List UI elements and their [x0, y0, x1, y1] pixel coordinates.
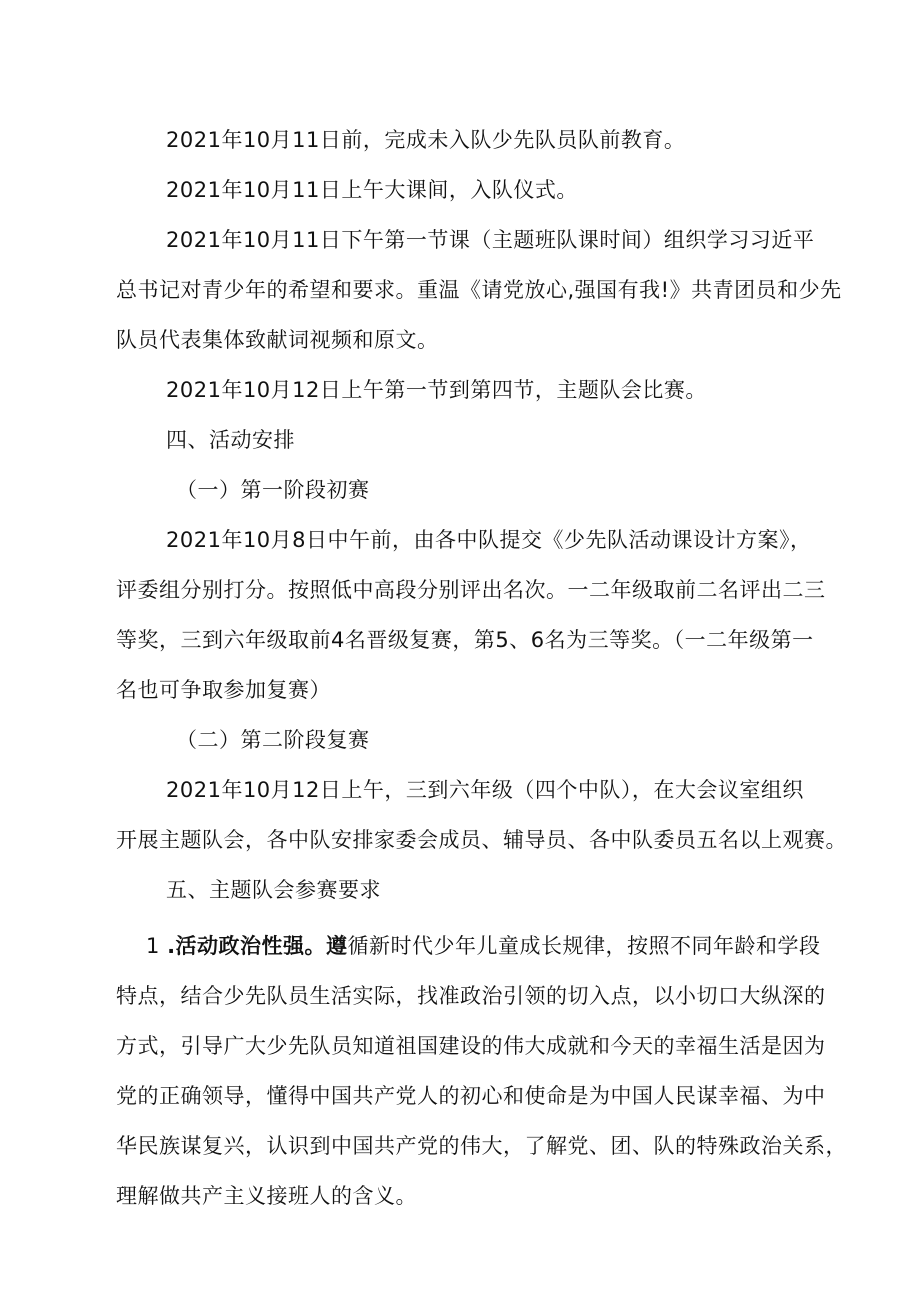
paragraph-induction-ceremony: 2021年10月11日上午大课间，入队仪式。 — [166, 178, 578, 202]
paragraph-political-line-4: 党的正确领导，懂得中国共产党人的初心和使命是为中国人民谋幸福、为中 — [116, 1084, 826, 1108]
heading-activity-arrangement: 四、活动安排 — [166, 428, 295, 452]
paragraph-political-line-1 — [146, 932, 821, 960]
paragraph-pre-induction-education: 2021年10月11日前，完成未入队少先队员队前教育。 — [166, 128, 686, 152]
paragraph-second-stage-line-1: 2021年10月12日上午，三到六年级（四个中队），在大会议室组织 — [166, 778, 804, 802]
list-number: 1 — [146, 934, 160, 958]
paragraph-study-session-line-2: 总书记对青少年的希望和要求。重温《请党放心,强国有我!》共青团员和少先 — [116, 278, 842, 302]
bold-lead-phrase: .活动政治性强。遵 — [167, 934, 348, 958]
paragraph-first-stage-line-3: 等奖，三到六年级取前4名晋级复赛，第5、6名为三等奖。（一二年级第一 — [116, 628, 814, 652]
paragraph-first-stage-line-1: 2021年10月8日中午前，由各中队提交《少先队活动课设计方案》， — [166, 528, 812, 552]
heading-contest-requirements: 五、主题队会参赛要求 — [166, 878, 381, 902]
paragraph-political-line-2: 特点，结合少先队员生活实际，找准政治引领的切入点，以小切口大纵深的 — [116, 984, 826, 1008]
paragraph-first-stage-line-4: 名也可争取参加复赛） — [116, 678, 331, 702]
paragraph-second-stage-line-2: 开展主题队会，各中队安排家委会成员、辅导员、各中队委员五名以上观赛。 — [116, 828, 847, 852]
subheading-first-stage: （一）第一阶段初赛 — [176, 478, 370, 502]
paragraph-first-stage-line-2: 评委组分别打分。按照低中高段分别评出名次。一二年级取前二名评出二三 — [116, 578, 826, 602]
paragraph-political-line-3: 方式，引导广大少先队员知道祖国建设的伟大成就和今天的幸福生活是因为 — [116, 1034, 826, 1058]
paragraph-political-line-1-rest: 循新时代少年儿童成长规律，按照不同年龄和学段 — [347, 934, 821, 958]
paragraph-study-session-line-1: 2021年10月11日下午第一节课（主题班队课时间）组织学习习近平 — [166, 228, 815, 252]
paragraph-study-session-line-3: 队员代表集体致献词视频和原文。 — [116, 328, 439, 352]
paragraph-political-line-6: 理解做共产主义接班人的含义。 — [116, 1184, 417, 1208]
subheading-second-stage: （二）第二阶段复赛 — [176, 728, 370, 752]
paragraph-theme-meeting-contest: 2021年10月12日上午第一节到第四节，主题队会比赛。 — [166, 378, 707, 402]
paragraph-political-line-5: 华民族谋复兴，认识到中国共产党的伟大，了解党、团、队的特殊政治关系， — [116, 1134, 847, 1158]
